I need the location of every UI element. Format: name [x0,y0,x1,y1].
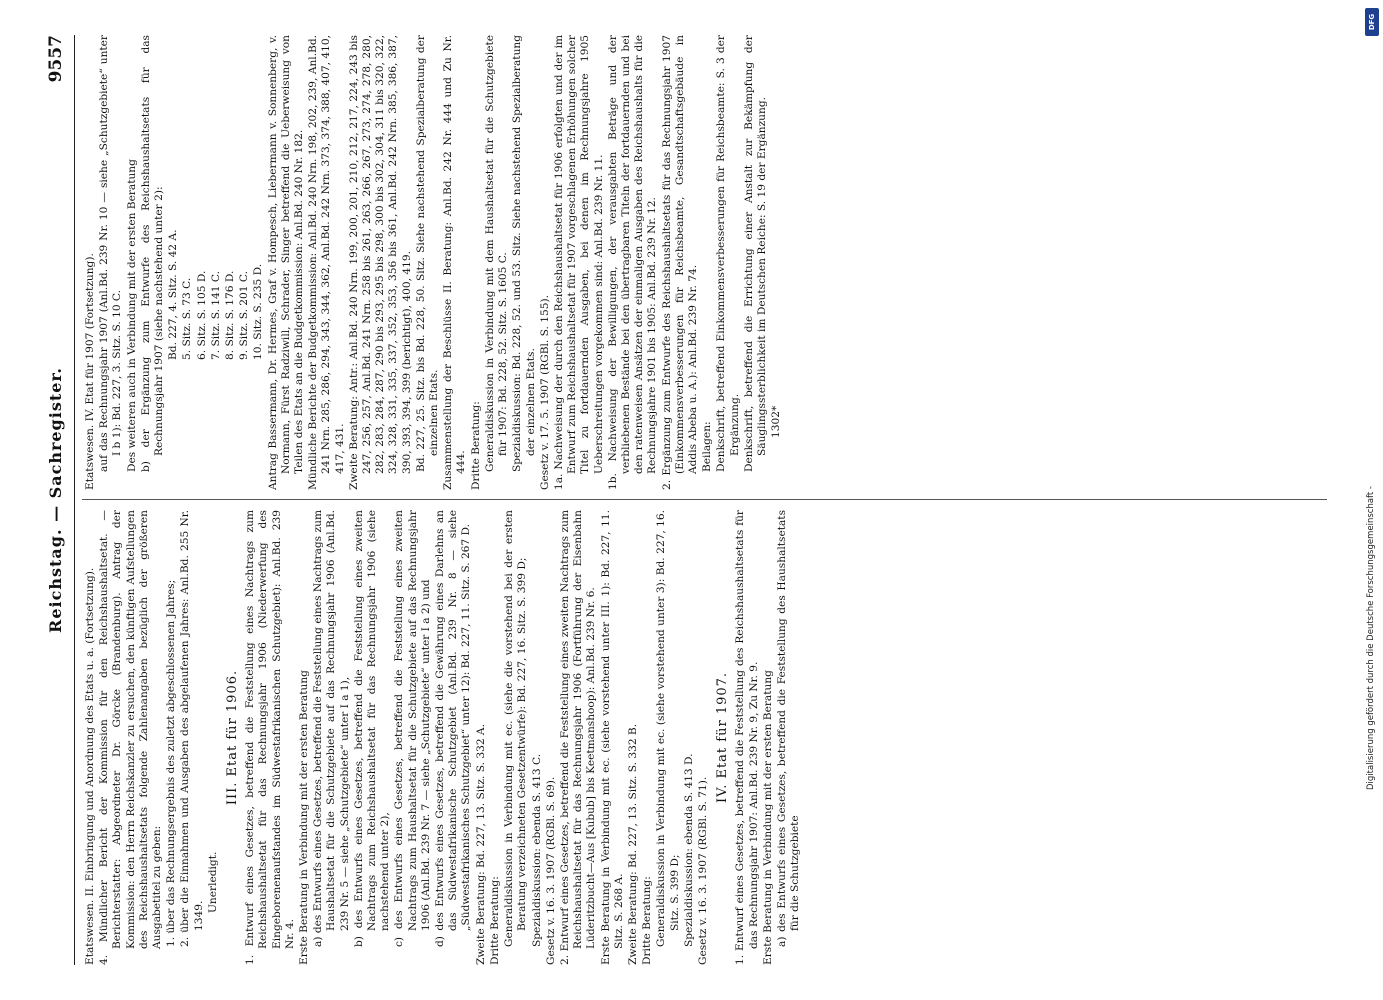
left-column [84,510,1324,965]
right-column-paragraph: 10. Sitz. S. 235 D. [252,263,265,360]
left-column-paragraph: Etatswesen. II. Einbringung und Anordnung des Etats u. a. (Fortsetzung). [84,567,96,965]
left-column-paragraph: a) des Entwurfs eines Gesetzes, betreffend die Feststellung eines Nachtrags zum Haushaltsetat für die Schutzgebiete auf das Rechnungsjahr 1906 (Anl.Bd. 239 Nr. 5 — siehe „Schutzgebiete“ unter I a 1), [312,510,351,947]
right-column-paragraph: 1a. Nachweisung der durch den Reichshaushaltsetat für 1906 erfolgten und der im Entwurf zum Reichshaushaltsetat für 1907 vorgeschlagenen Erhöhungen solcher Titel zu fortdauernden Ausgaben, bei denen im Rechnungsjahre 1905 Ueberschreitungen vorgekommen sind: Anl.Bd. 239 Nr. 11. [552,35,605,490]
left-column-paragraph: Gesetz v. 16. 3. 1907 (RGBl. S. 71). [696,776,709,965]
right-column-paragraph: 6. Sitz. S. 105 D. [195,270,208,360]
right-column-paragraph: Zweite Beratung: Antr.: Anl.Bd. 240 Nrn. 199, 200, 201, 210, 212, 217, 224, 243 bis 247, 256, 257, Anl.Bd. 241 Nrn. 258 bis 261, 263, 266, 267, 273, 274, 278, 280, 282, 283, 284, 287, 290 bis 293, 295 bis 298, 300 bis 302, 304, 311 bis 320, 322, 324, 328, 331, 335, 337, 352, 353, 356 bis 361, Anl.Bd. 242 Nrn. 385, 386, 387, 390, 393, 394, 399 (berichtigt), 400, 419. [347,35,413,490]
right-column-paragraph: Spezialdiskussion: Bd. 228, 52. und 53. Sitz. Siehe nachstehend Spezialberatung der einzelnen Etats. [511,35,537,472]
right-column-paragraph: 1b. Nachweisung der Bewilligungen, der verausgabten Beträge und der verbliebenen Bestände bei den übertragbaren Titeln der fortdauernden und bei den ratenweisen Ansätzen der einmaligen Ausgaben des Reichshaushalts für die Rechnungsjahre 1901 bis 1905: Anl.Bd. 239 Nr. 12. [606,35,659,490]
right-column-paragraph: Generaldiskussion in Verbindung mit dem Haushaltsetat für die Schutzgebiete für 1907: Bd. 228, 52. Sitz. S. 1605 C. [483,35,510,472]
left-column-paragraph: Spezialdiskussion: ebenda S. 413 D. [682,753,695,947]
right-column-paragraph: 2. Ergänzung zum Entwurfe des Reichshaushaltsetats für das Rechnungsjahr 1907 (Einkommensverbesserungen für Reichsbeamte, Gesandtschaftsgebäude in Addis Abeba u. A.): Anl.Bd. 239 Nr. 74. [660,35,699,490]
right-column-paragraph: 7. Sitz. S. 141 C. [209,271,222,360]
digitization-credit [1363,30,1379,790]
left-column-paragraph: 1. Entwurf eines Gesetzes, betreffend die Feststellung des Reichshaushaltsetats für das Rechnungsjahr 1907: Anl.Bd. 239 Nr. 9, Zu Nr. 9. [734,510,760,965]
right-column-paragraph: 5. Sitz. S. 73 C. [181,277,194,360]
right-column-paragraph: Zusammenstellung der Beschlüsse II. Beratung: Anl.Bd. 242 Nr. 444 und Zu Nr. 444. [442,35,468,490]
rotated-page-content [42,35,1342,965]
right-column-paragraph: Etatswesen. IV. Etat für 1907 (Fortsetzung). [84,253,96,490]
left-column-paragraph: d) des Entwurfs eines Gesetzes, betreffend die Gewährung eines Darlehns an das Südwestafrikanische Schutzgebiet (Anl.Bd. 239 Nr. 8 — siehe „Südwestafrikanisches Schutzgebiet“ unter 12): Bd. 227, 11. Sitz. S. 267 D. [434,510,473,947]
right-column-paragraph: Beilagen: [701,421,714,472]
right-column-paragraph: Bd. 227, 4. Sitz. S. 42 A. [167,229,180,360]
column-divider [82,499,1327,500]
page-header [42,35,75,965]
right-column-paragraph: Bd. 227, 25. Sitz. bis Bd. 228, 50. Sitz. Siehe nachstehend Spezialberatung der einzelnen Etats. [414,35,441,472]
left-column-paragraph: a) des Entwurfs eines Gesetzes, betreffend die Feststellung des Haushaltsetats für die Schutzgebiete [775,510,802,947]
left-column-paragraph: 1. Entwurf eines Gesetzes, betreffend die Feststellung eines Nachtrags zum Reichshaushaltsetat für das Rechnungsjahr 1906 (Niederwerfung des Eingeborenenaufstandes im Südwestafrikanischen Schutzgebiet): Anl.Bd. 239 Nr. 4. [244,510,296,965]
right-column-paragraph: Gesetz v. 17. 5. 1907 (RGBl. S. 155). [538,295,551,490]
left-column-paragraph: 4. Mündlicher Bericht der Kommission für den Reichshaushaltsetat. — Berichterstatter: Abgeordneter Dr. Görcke (Brandenburg). Antrag der Kommission: den Herrn Reichskanzler zu ersuchen, den künftigen Aufstellungen des Reichshaushaltsetats folgende Zahlenangaben bezüglich der größeren Ausgabetitel zu geben: [98,510,164,965]
left-column-paragraph: Gesetz v. 16. 3. 1907 (RGBl. S. 69). [544,776,557,965]
left-column-paragraph: Zweite Beratung: Bd. 227, 13. Sitz. S. 332 A. [474,724,487,965]
digitization-credit-text: Digitalisierung gefördert durch die Deutsche Forschungsgemeinschaft - [1366,486,1376,790]
right-column-paragraph: Denkschrift, betreffend die Errichtung einer Anstalt zur Bekämpfung der Säuglingssterblichkeit im Deutschen Reiche: S. 19 der Ergänzung. [742,35,768,472]
right-column-paragraph: Denkschrift, betreffend Einkommensverbesserungen für Reichsbeamte: S. 3 der Ergänzung. [715,35,741,472]
left-column-paragraph: Generaldiskussion in Verbindung mit ec. (siehe die vorstehend bei der ersten Beratung verzeichneten Gesetzentwürfe): Bd. 227, 16. Sitz. S. 399 D; [503,510,529,947]
left-column-paragraph: Erste Beratung in Verbindung mit ec. (siehe vorstehend unter III. 1): Bd. 227, 11. Sitz. S. 268 A. [599,510,625,965]
left-column-paragraph: b) des Entwurfs eines Gesetzes, betreffend die Feststellung eines zweiten Nachtrags zum Reichshaushaltsetat für das Rechnungsjahr 1906 (siehe nachstehend unter 2), [352,510,392,947]
right-column-paragraph: Mündliche Berichte der Budgetkommission: Anl.Bd. 240 Nrn. 198, 202, 239, Anl.Bd. 241 Nrn. 285, 286, 294, 343, 344, 362, Anl.Bd. 242 Nrn. 373, 374, 388, 407, 410, 417, 431. [307,35,346,490]
left-column-paragraph: 2. über die Einnahmen und Ausgaben des abgelaufenen Jahres: Anl.Bd. 255 Nr. 1349. [179,510,205,947]
left-column-paragraph: IV. Etat für 1907. [715,671,731,804]
right-column-paragraph: Des weiteren auch in Verbindung mit der ersten Beratung [125,159,138,472]
left-column-paragraph: Zweite Beratung: Bd. 227, 13. Sitz. S. 332 B. [626,723,639,965]
right-column-paragraph: Dritte Beratung: [469,401,482,490]
dfg-logo: DFG [1365,8,1379,36]
left-column-paragraph: 1. über das Rechnungsergebnis des zuletzt abgeschlossenen Jahres; [165,579,178,947]
left-column-paragraph: Erste Beratung in Verbindung mit der ersten Beratung [761,670,774,965]
left-column-paragraph: Dritte Beratung: [641,876,654,965]
left-column-paragraph: 2. Entwurf eines Gesetzes, betreffend die Feststellung eines zweiten Nachtrags zum Reichshaushaltsetat für das Rechnungsjahr 1906 (Fortführung der Eisenbahn Lüderitzbucht—Aus [Kubub] bis Keetmanshoop): Anl.Bd. 239 Nr. 6. [558,510,598,965]
left-column-paragraph: Dritte Beratung: [488,876,501,965]
left-column-paragraph: c) des Entwurfs eines Gesetzes, betreffend die Feststellung eines zweiten Nachtrags zum Haushaltsetat für die Schutzgebiete auf das Rechnungsjahr 1906 (Anl.Bd. 239 Nr. 7 — siehe „Schutzgebiete“ unter I a 2) und [393,510,432,947]
right-column-paragraph: 8. Sitz. S. 176 D. [224,270,237,360]
left-column-paragraph: Unerledigt. [206,851,219,913]
left-column-paragraph: Erste Beratung in Verbindung mit der ersten Beratung [298,670,311,965]
left-column-paragraph: Spezialdiskussion: ebenda S. 413 C. [530,753,543,947]
right-column [84,35,1324,490]
page-number: 9557 [46,35,66,83]
right-column-paragraph: 1302* [770,405,783,438]
left-column-paragraph: Generaldiskussion in Verbindung mit ec. (siehe vorstehend unter 3): Bd. 227, 16. Sitz. S. 399 D; [655,510,681,947]
page-header-title: Reichstag. — Sachregister. [46,367,65,633]
right-column-paragraph: 9. Sitz. S. 201 C. [238,271,251,360]
right-column-paragraph: b) der Ergänzung zum Entwurfe des Reichshaushaltsetats für das Rechnungsjahr 1907 (siehe nachstehend unter 2): [139,35,166,472]
right-column-paragraph: Antrag Bassermann, Dr. Hermes, Graf v. Hompesch, Liebermann v. Sonnenberg, v. Normann, Fürst Radziwill, Schrader, Singer betreffend die Ueberweisung von Teilen des Etats an die Budgetkommission: Anl.Bd. 240 Nr. 182. [266,35,306,490]
right-column-paragraph: auf das Rechnungsjahr 1907 (Anl.Bd. 239 Nr. 10 — siehe „Schutzgebiete“ unter I b 1): Bd. 227, 3. Sitz. S. 10 C. [98,35,124,472]
left-column-paragraph: III. Etat für 1906. [225,669,241,806]
